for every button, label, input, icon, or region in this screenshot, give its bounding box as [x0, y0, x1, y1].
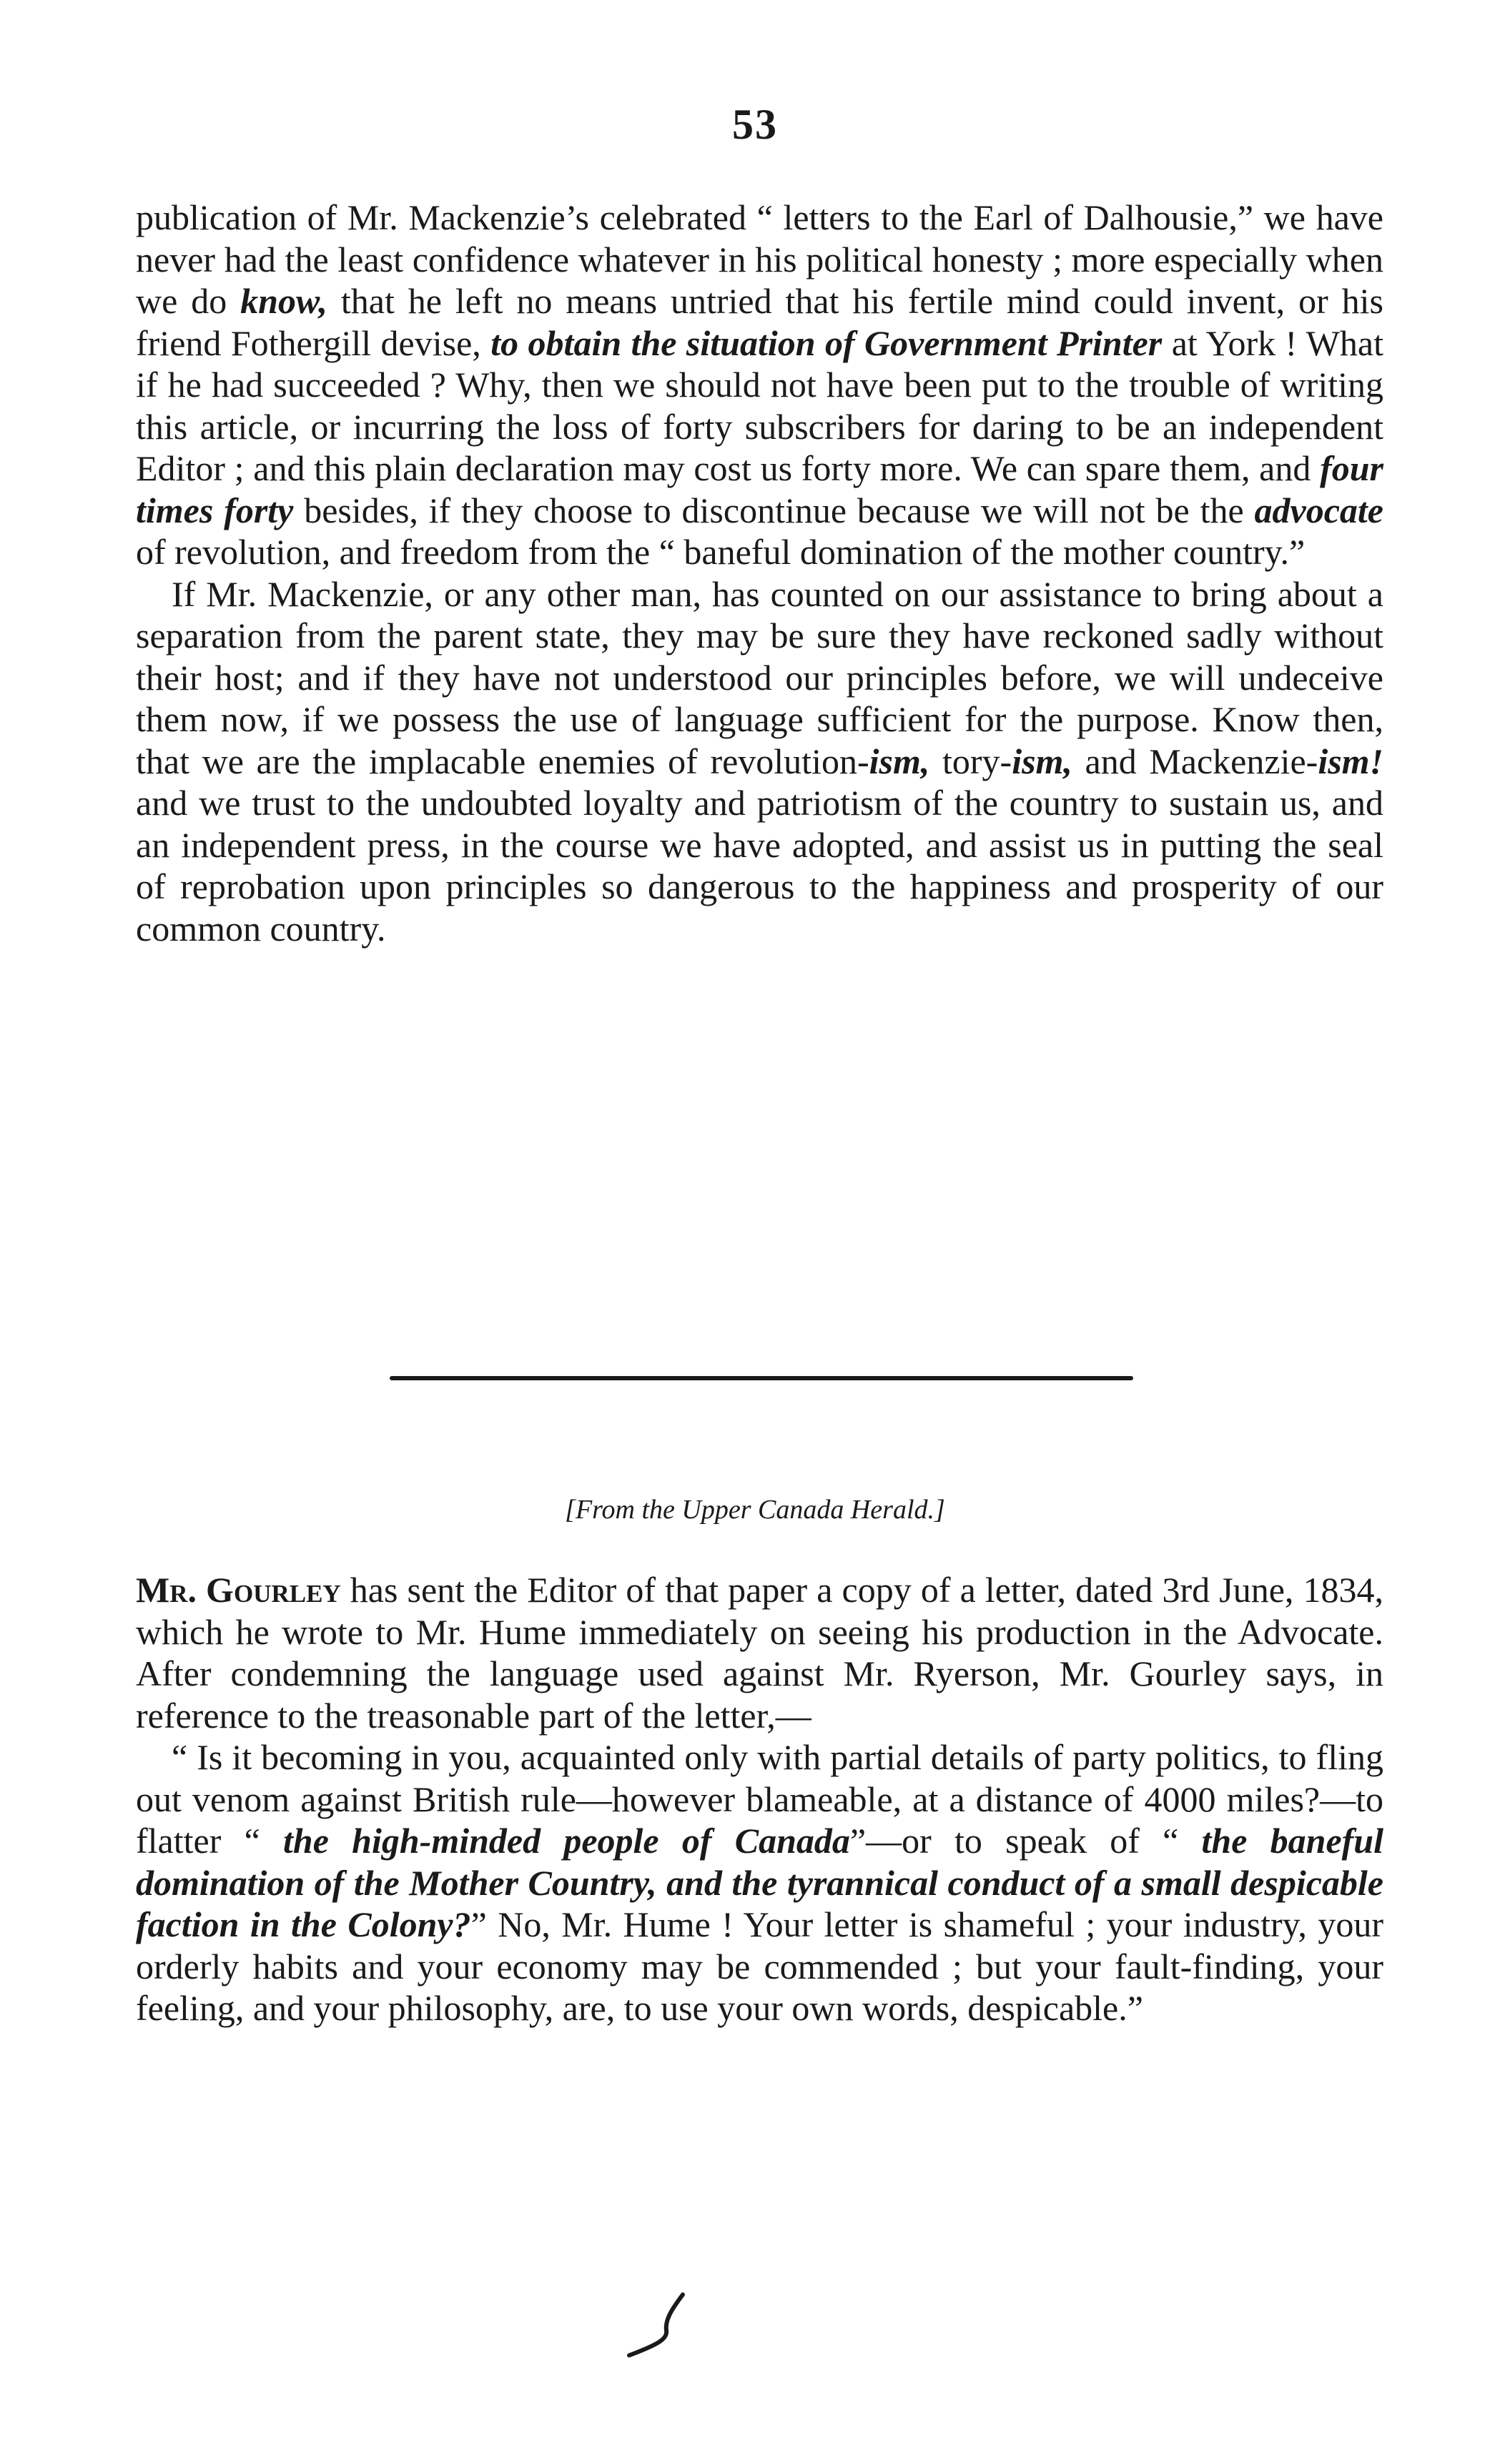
paragraph-confidence: publication of Mr. Mackenzie’s celebrated “ letters to the Earl of Dalhousie,” we have never had the least confidence whatever in his political honesty ; more especially when we do know, that he left no means untried that his fertile mind could invent, or his friend Fothergill devise, to obtain the situation of Government Printer at York ! What if he had succeeded ? Why, then we should not have been put to the trouble of writing this article, or incurring the loss of forty subscribers for daring to be an independent Editor ; and this plain declaration may cost us forty more. We can spare them, and four times forty besides, if they choose to discontinue because we will not be the advocate of revolution, and freedom from the “ baneful domination of the mother country.” [136, 197, 1383, 572]
printers-flourish-mark [615, 2287, 701, 2366]
article-gourley [136, 1569, 1383, 2029]
source-attribution: [From the Upper Canada Herald.] [565, 1495, 945, 1525]
section-divider [390, 1376, 1133, 1380]
article-mackenzie [136, 197, 1383, 949]
paragraph-separation: If Mr. Mackenzie, or any other man, has counted on our assistance to bring about a separation from the parent state, they may be sure they have reckoned sadly without their host; and if they have not understood our principles before, we will undeceive them now, if we possess the use of language sufficient for the purpose. Know then, that we are the implacable enemies of revolution-ism, tory-ism, and Mackenzie-ism! and we trust to the undoubted loyalty and patriotism of the country to sustain us, and an independent press, in the course we have adopted, and assist us in putting the seal of reprobation upon principles so dangerous to the happiness and prosperity of our common country. [136, 573, 1384, 949]
paragraph-gourley-letter: Mr. Gourley has sent the Editor of that paper a copy of a letter, dated 3rd June, 1834, which he wrote to Mr. Hume immediately on seeing his production in the Advocate. After condemning the language used against Mr. Ryerson, Mr. Gourley says, in reference to the treasonable part of the letter,— [136, 1570, 1383, 1736]
paragraph-gourley-quote: “ Is it becoming in you, acquainted only with partial details of party politics, to fling out venom against British rule—however blameable, at a distance of 4000 miles?—to flatter “ the high-minded people of Canada”—or to speak of “ the baneful domination of the Mother Country, and the tyrannical conduct of a small despicable faction in the Colony?” No, Mr. Hume ! Your letter is shameful ; your industry, your orderly habits and your economy may be commended ; but your fault-finding, your feeling, and your philosophy, are, to use your own words, despicable.” [136, 1737, 1383, 2028]
page-number: 53 [732, 101, 778, 148]
